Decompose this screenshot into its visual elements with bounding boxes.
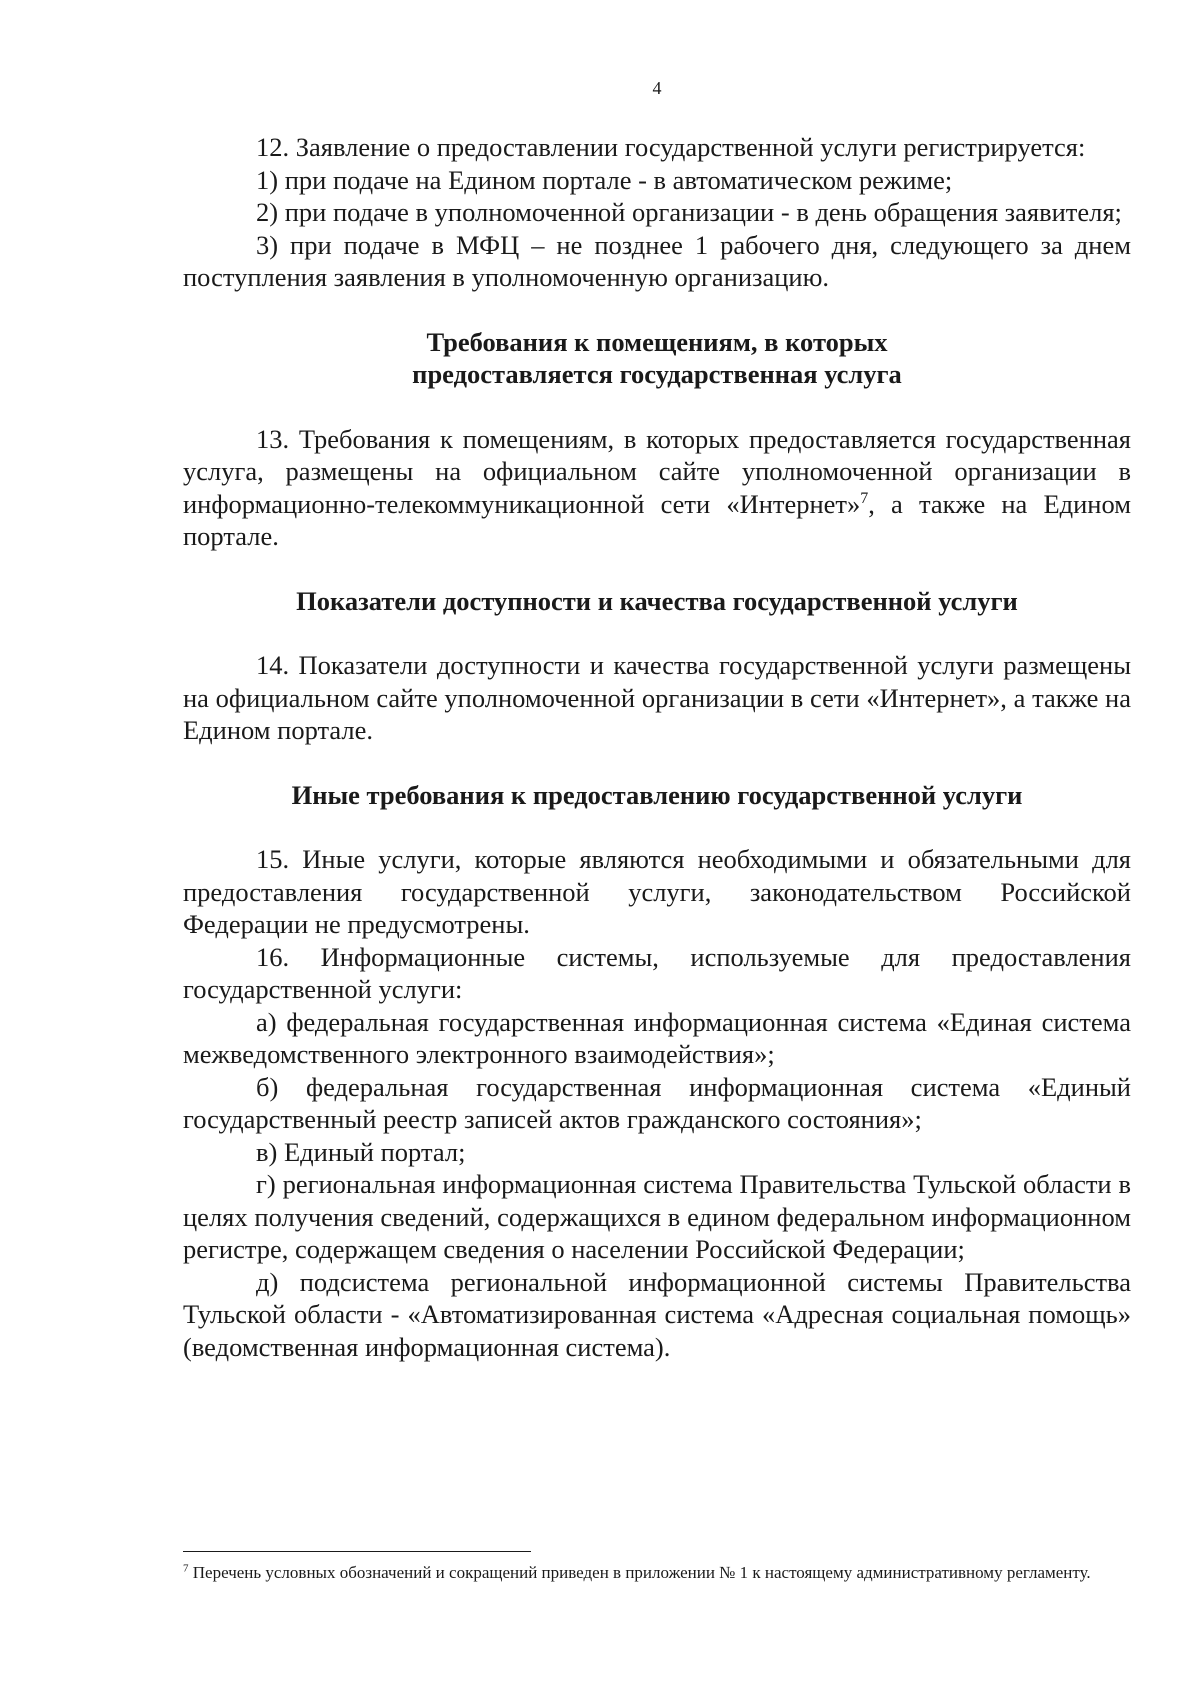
footnote-text: Перечень условных обозначений и сокращений приведен в приложении № 1 к настоящему административному регламенту.: [188, 1563, 1091, 1582]
footnote: [183, 1560, 1131, 1585]
item-15: 15. Иные услуги, которые являются необходимыми и обязательными для предоставления государственной услуги, законодательством Российской Федерации не предусмотрены.: [183, 844, 1131, 939]
item-14: 14. Показатели доступности и качества государственной услуги размещены на официальном сайте уполномоченной организации в сети «Интернет», а также на Едином портале.: [183, 650, 1131, 745]
item-16-sub-d: д) подсистема региональной информационной системы Правительства Тульской области - «Автоматизированная система «Адресная социальная помощь» (ведомственная информационная система).: [183, 1266, 1131, 1362]
footnote-mark: 7: [183, 1562, 189, 1575]
item-12-intro: 12. Заявление о предоставлении государственной услуги регистрируется:: [256, 132, 1086, 162]
footnote-separator: [183, 1551, 531, 1552]
section-heading-other: Иные требования к предоставлению государственной услуги: [291, 779, 1023, 810]
item-13-text-part-1: 13. Требования к помещениям, в которых предоставляется государственная услуга, размещены на официальном сайте уполномоченной организации в информационно-телекоммуникационной сети «Интернет»: [183, 423, 1131, 519]
item-12-sub-2: 2) при подаче в уполномоченной организации - в день обращения заявителя;: [256, 197, 1122, 227]
item-16-sub-g: г) региональная информационная система Правительства Тульской области в целях получения сведений, содержащихся в едином федеральном информационном регистре, содержащем сведения о населении Российской Федерации;: [183, 1169, 1131, 1264]
section-heading-premises: [183, 326, 1131, 391]
heading-premises-line-1: Требования к помещениям, в которых: [426, 326, 888, 357]
item-12-sub-3: 3) при подаче в МФЦ – не позднее 1 рабочего дня, следующего за днем поступления заявления в уполномоченную организацию.: [183, 229, 1131, 292]
item-16: 16. Информационные системы, используемые для предоставления государственной услуги:: [183, 941, 1131, 1004]
item-13-text-part-2: , а также на Едином портале.: [183, 488, 1131, 551]
heading-premises-line-2: предоставляется государственная услуга: [412, 359, 902, 389]
item-13: [183, 423, 1131, 553]
document-page: [183, 78, 1131, 1363]
page-number: 4: [652, 78, 662, 98]
item-16-sub-b: б) федеральная государственная информационная система «Единый государственный реестр записей актов гражданского состояния»;: [183, 1071, 1131, 1134]
section-heading-quality: Показатели доступности и качества государственной услуги: [296, 585, 1018, 616]
item-16-sub-a: а) федеральная государственная информационная система «Единая система межведомственного электронного взаимодействия»;: [183, 1006, 1131, 1069]
footnote-reference: 7: [860, 489, 869, 507]
item-16-sub-v: в) Единый портал;: [256, 1136, 466, 1167]
item-12-sub-1: 1) при подаче на Едином портале - в автоматическом режиме;: [256, 164, 953, 195]
